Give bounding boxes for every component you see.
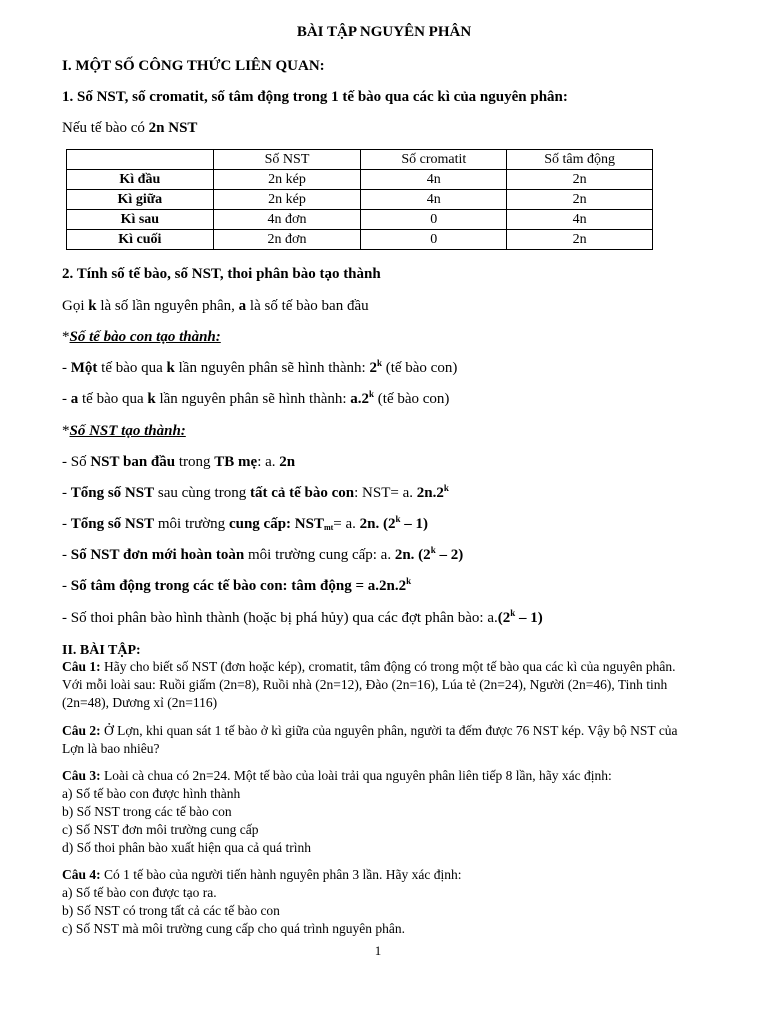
question-2 bbox=[62, 722, 734, 758]
superscript: k bbox=[443, 483, 449, 493]
question-label: Câu 3: bbox=[62, 768, 101, 783]
question-line: d) Số thoi phân bào xuất hiện qua cả quá trình bbox=[62, 840, 311, 855]
table-header-cell: Số cromatit bbox=[361, 150, 507, 170]
definition-line bbox=[62, 298, 369, 315]
document-title: BÀI TẬP NGUYÊN PHÂN bbox=[296, 24, 472, 40]
page-number: 1 bbox=[374, 943, 382, 958]
intro-prefix: Nếu tế bào có bbox=[62, 120, 149, 136]
cells-subheading bbox=[62, 329, 221, 346]
text-run: (tế bào con) bbox=[374, 391, 450, 407]
superscript: k bbox=[369, 389, 375, 399]
table-header-row bbox=[67, 150, 653, 170]
text-run: - bbox=[62, 485, 71, 501]
text-run: là số tế bào ban đầu bbox=[246, 298, 369, 314]
text-run: trong bbox=[175, 454, 215, 470]
subscript: mt bbox=[323, 523, 334, 532]
nst-subheading bbox=[62, 423, 186, 440]
text-run: Số NST tạo thành: bbox=[69, 423, 186, 439]
text-run: k bbox=[147, 391, 156, 407]
table-cell-phase: Kì giữa bbox=[67, 190, 214, 210]
chromosome-table bbox=[66, 149, 653, 250]
question-line: Lợn là bao nhiêu? bbox=[62, 741, 160, 756]
text-run: - bbox=[62, 516, 71, 532]
text-run: - Số thoi phân bào hình thành (hoặc bị phá hủy) qua các đợt phân bào: a. bbox=[62, 610, 498, 626]
text-run: 2n bbox=[279, 454, 296, 470]
superscript: k bbox=[406, 576, 412, 586]
text-run: 2n.2 bbox=[416, 485, 444, 501]
sub1-heading: 1. Số NST, số cromatit, số tâm động trong 1 tế bào qua các kì của nguyên phân: bbox=[62, 89, 568, 105]
text-run: tế bào qua bbox=[78, 391, 148, 407]
text-run: k bbox=[166, 360, 175, 376]
table-cell-phase: Kì cuối bbox=[67, 230, 214, 250]
table-row bbox=[67, 170, 653, 190]
question-label: Câu 4: bbox=[62, 867, 101, 882]
table-cell: 2n đơn bbox=[213, 230, 361, 250]
formula-line bbox=[62, 610, 543, 627]
formula-line bbox=[62, 391, 449, 408]
text-run: - bbox=[62, 547, 71, 563]
table-cell: 2n kép bbox=[213, 190, 361, 210]
table-cell-phase: Kì sau bbox=[67, 210, 214, 230]
text-run: – 1) bbox=[400, 516, 429, 532]
text-run: Số tế bào con tạo thành: bbox=[69, 329, 221, 345]
formula-line bbox=[62, 454, 295, 471]
text-run: Loài cà chua có 2n=24. Một tế bào của loài trải qua nguyên phân liên tiếp 8 lần, hãy xác định: bbox=[100, 768, 612, 783]
text-run: – 1) bbox=[515, 610, 543, 626]
text-run: (tế bào con) bbox=[381, 360, 458, 376]
table-cell: 4n bbox=[361, 170, 507, 190]
table-cell: 2n bbox=[507, 170, 653, 190]
text-run: môi trường bbox=[154, 516, 229, 532]
text-run: Số tâm động trong các tế bào con: tâm động = a.2n.2 bbox=[70, 578, 407, 594]
text-run: Ở Lợn, khi quan sát 1 tế bào ở kì giữa của nguyên phân, người ta đếm được 76 NST kép. Vậy bộ NST của bbox=[100, 723, 678, 738]
question-line bbox=[62, 866, 734, 884]
formula-line bbox=[62, 360, 457, 377]
text-run: lần nguyên phân sẽ hình thành: bbox=[155, 391, 351, 407]
text-run: * bbox=[62, 423, 70, 439]
text-run: 2n. (2 bbox=[359, 516, 396, 532]
question-4 bbox=[62, 866, 734, 938]
text-run: lần nguyên phân sẽ hình thành: bbox=[174, 360, 370, 376]
question-line: a) Số tế bào con được hình thành bbox=[62, 786, 241, 801]
table-cell: 2n bbox=[507, 190, 653, 210]
table-cell: 4n đơn bbox=[213, 210, 361, 230]
table-header-cell bbox=[67, 150, 214, 170]
formula-line bbox=[62, 516, 428, 533]
table-row bbox=[67, 210, 653, 230]
table-cell: 0 bbox=[361, 210, 507, 230]
table-cell: 0 bbox=[361, 230, 507, 250]
question-line: b) Số NST trong các tế bào con bbox=[62, 804, 232, 819]
table-cell: 4n bbox=[361, 190, 507, 210]
table-row bbox=[67, 230, 653, 250]
section2-heading: II. BÀI TẬP: bbox=[62, 643, 141, 658]
superscript: k bbox=[430, 545, 436, 555]
question-1 bbox=[62, 658, 734, 712]
table-header-cell: Số NST bbox=[213, 150, 361, 170]
formula-line bbox=[62, 578, 411, 595]
question-label: Câu 2: bbox=[62, 723, 101, 738]
text-run: a.2 bbox=[350, 391, 370, 407]
text-run: môi trường cung cấp: a. bbox=[244, 547, 395, 563]
text-run: Gọi bbox=[62, 298, 89, 314]
text-run: - bbox=[62, 360, 71, 376]
text-run: là số lần nguyên phân, bbox=[96, 298, 239, 314]
question-line: (2n=48), Dương xỉ (2n=116) bbox=[62, 695, 218, 710]
question-line: c) Số NST đơn môi trường cung cấp bbox=[62, 822, 259, 837]
text-run: – 2) bbox=[435, 547, 464, 563]
text-run: Hãy cho biết số NST (đơn hoặc kép), cromatit, tâm động có trong một tế bào qua các kì của nguyên phân. bbox=[100, 659, 676, 674]
table-cell-phase: Kì đầu bbox=[67, 170, 214, 190]
table-header-cell: Số tâm động bbox=[507, 150, 653, 170]
text-run: Tổng số NST bbox=[70, 516, 155, 532]
text-run: a bbox=[70, 391, 79, 407]
text-run: * bbox=[62, 329, 70, 345]
table-cell: 2n bbox=[507, 230, 653, 250]
text-run: : NST= a. bbox=[354, 485, 417, 501]
text-run: sau cùng trong bbox=[154, 485, 250, 501]
question-line bbox=[62, 658, 734, 676]
text-run: - bbox=[62, 391, 71, 407]
text-run: 2n. (2 bbox=[394, 547, 431, 563]
text-run: cung cấp: NST bbox=[228, 516, 324, 532]
text-run: Có 1 tế bào của người tiến hành nguyên phân 3 lần. Hãy xác định: bbox=[100, 867, 462, 882]
question-line: a) Số tế bào con được tạo ra. bbox=[62, 885, 217, 900]
sub2-heading: 2. Tính số tế bào, số NST, thoi phân bào tạo thành bbox=[62, 266, 381, 282]
text-run: Một bbox=[70, 360, 98, 376]
question-line: Với mỗi loài sau: Ruồi giấm (2n=8), Ruồi nhà (2n=12), Đào (2n=16), Lúa tẻ (2n=24), Người (2n=46), Tinh tinh bbox=[62, 677, 668, 692]
formula-line bbox=[62, 547, 463, 564]
text-run: 2 bbox=[369, 360, 377, 376]
question-3 bbox=[62, 767, 734, 857]
text-run: Tổng số NST bbox=[70, 485, 155, 501]
superscript: k bbox=[510, 608, 516, 618]
text-run: - Số bbox=[62, 454, 91, 470]
intro-bold: 2n NST bbox=[148, 120, 198, 136]
section1-heading: I. MỘT SỐ CÔNG THỨC LIÊN QUAN: bbox=[62, 58, 325, 74]
text-run: (2 bbox=[497, 610, 511, 626]
superscript: k bbox=[395, 514, 401, 524]
text-run: TB mẹ bbox=[214, 454, 258, 470]
question-label: Câu 1: bbox=[62, 659, 101, 674]
question-line: c) Số NST mà môi trường cung cấp cho quá trình nguyên phân. bbox=[62, 921, 406, 936]
text-run: Số NST đơn mới hoàn toàn bbox=[70, 547, 245, 563]
text-run: tế bào qua bbox=[97, 360, 167, 376]
text-run: = a. bbox=[333, 516, 360, 532]
question-line bbox=[62, 722, 734, 740]
question-line: b) Số NST có trong tất cả các tế bào con bbox=[62, 903, 280, 918]
text-run: : a. bbox=[257, 454, 280, 470]
formula-line bbox=[62, 485, 449, 502]
text-run: k bbox=[88, 298, 97, 314]
text-run: a bbox=[238, 298, 247, 314]
superscript: k bbox=[376, 358, 382, 368]
table-cell: 4n bbox=[507, 210, 653, 230]
table-cell: 2n kép bbox=[213, 170, 361, 190]
intro-line bbox=[62, 120, 197, 137]
question-line bbox=[62, 767, 734, 785]
text-run: tất cả tế bào con bbox=[249, 485, 355, 501]
table-row bbox=[67, 190, 653, 210]
text-run: NST ban đầu bbox=[90, 454, 176, 470]
text-run: - bbox=[62, 578, 71, 594]
